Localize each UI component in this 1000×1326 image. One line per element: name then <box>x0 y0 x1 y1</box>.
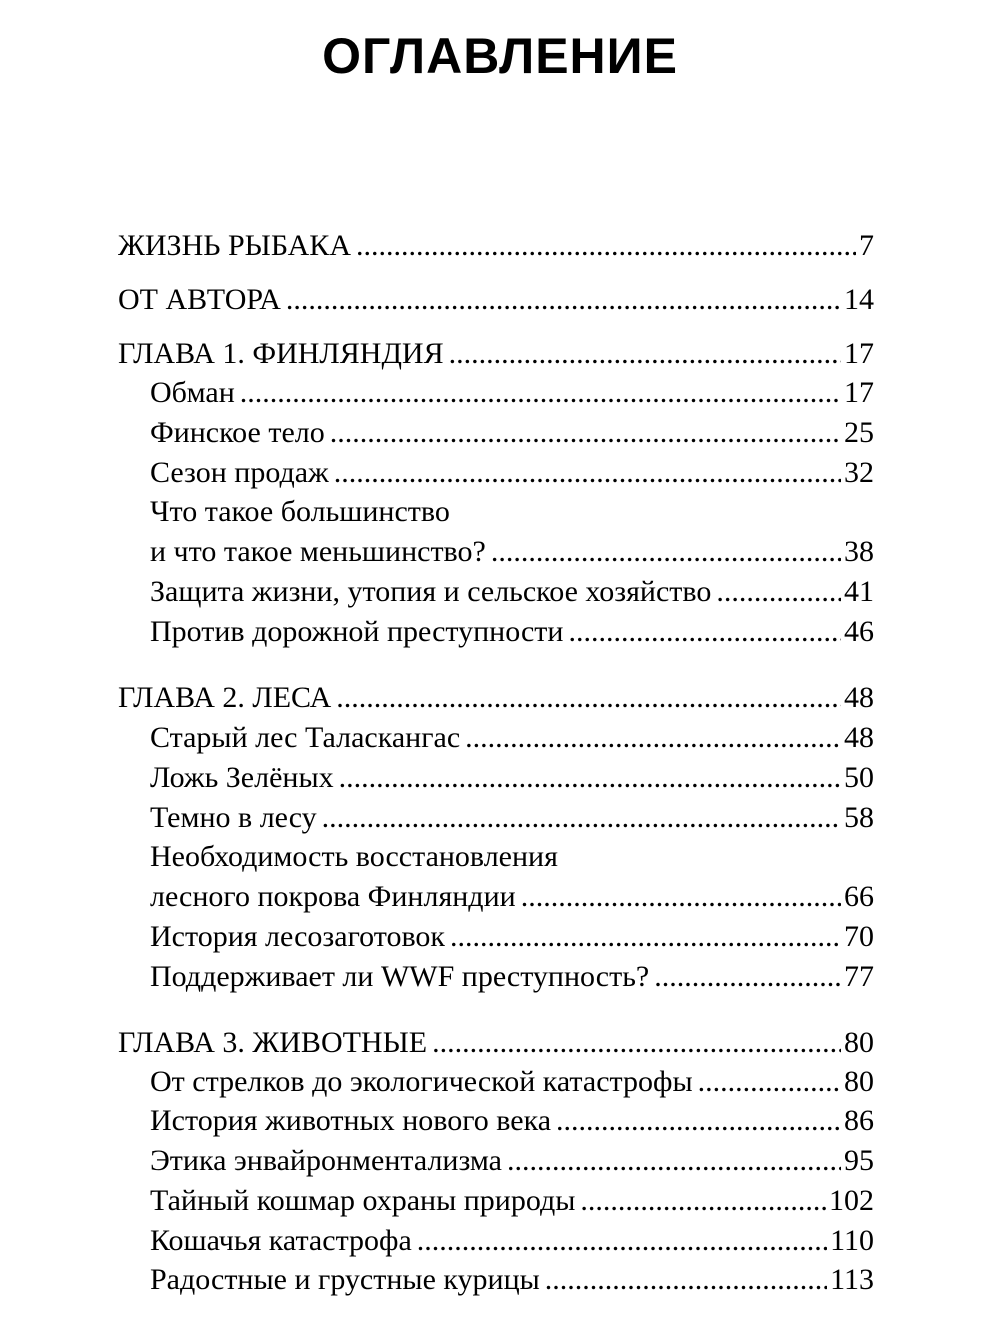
toc-entry-label: Старый лес Таласкангас <box>150 721 461 754</box>
dot-leader <box>507 1143 841 1179</box>
toc-entry-page-number: 48 <box>844 721 874 754</box>
toc-entry-page-number: 77 <box>844 960 874 993</box>
toc-entry-section[interactable] <box>150 574 874 610</box>
dot-leader <box>654 959 841 995</box>
toc-entry-section[interactable] <box>150 919 874 955</box>
toc-entry-label: ГЛАВА 2. ЛЕСА <box>118 681 332 714</box>
dot-leader <box>432 1025 841 1061</box>
dot-leader <box>339 760 841 796</box>
toc-entry-section[interactable] <box>150 1262 874 1298</box>
toc-entry-section[interactable] <box>150 1143 874 1179</box>
toc-entry-page-number: 50 <box>844 761 874 794</box>
dot-leader <box>521 879 841 915</box>
toc-entry-section-first-line[interactable] <box>150 494 874 530</box>
toc-entry-page-number: 17 <box>844 376 874 409</box>
toc-entry-label: Необходимость восстановления <box>150 840 558 873</box>
toc-entry-label: Против дорожной преступности <box>150 615 564 648</box>
dot-leader <box>698 1064 841 1100</box>
toc-entry-page-number: 7 <box>859 229 874 262</box>
toc-entry-label: и что такое меньшинство? <box>150 535 486 568</box>
toc-entry-section[interactable] <box>150 800 874 836</box>
toc-entry-section[interactable] <box>150 534 874 570</box>
page-title: ОГЛАВЛЕНИЕ <box>322 28 678 84</box>
toc-entry-page-number: 41 <box>844 575 874 608</box>
toc-entry-section[interactable] <box>150 415 874 451</box>
toc-entry-label: лесного покрова Финляндии <box>150 880 516 913</box>
toc-entry-section[interactable] <box>150 614 874 650</box>
dot-leader <box>580 1183 826 1219</box>
toc-entry-section[interactable] <box>150 879 874 915</box>
toc-entry-label: ГЛАВА 1. ФИНЛЯНДИЯ <box>118 337 444 370</box>
toc-entry-page-number: 80 <box>844 1065 874 1098</box>
dot-leader <box>336 680 841 716</box>
toc-entry-label: ОТ АВТОРА <box>118 283 281 316</box>
toc-entry-page-number: 38 <box>844 535 874 568</box>
toc-entry-section[interactable] <box>150 1183 874 1219</box>
toc-entry-label: Обман <box>150 376 235 409</box>
toc-entry-label: История лесозаготовок <box>150 920 445 953</box>
toc-entry-page-number: 14 <box>844 283 874 316</box>
toc-entry-page-number: 25 <box>844 416 874 449</box>
toc-entry-section[interactable] <box>150 455 874 491</box>
toc-entry-section-first-line[interactable] <box>150 839 874 875</box>
toc-entry-label: ЖИЗНЬ РЫБАКА <box>118 229 351 262</box>
toc-entry-chapter[interactable] <box>118 680 874 716</box>
toc-entry-section[interactable] <box>150 1103 874 1139</box>
toc-entry-page-number: 58 <box>844 801 874 834</box>
toc-entry-page-number: 113 <box>830 1263 874 1296</box>
toc-entry-page-number: 70 <box>844 920 874 953</box>
dot-leader <box>491 534 841 570</box>
toc-entry-label: Ложь Зелёных <box>150 761 334 794</box>
toc-entry-label: Радостные и грустные курицы <box>150 1263 540 1296</box>
toc-entry-chapter[interactable] <box>118 282 874 318</box>
dot-leader <box>417 1223 827 1259</box>
dot-leader <box>450 919 841 955</box>
dot-leader <box>568 614 841 650</box>
dot-leader <box>330 415 841 451</box>
dot-leader <box>545 1262 827 1298</box>
dot-leader <box>322 800 841 836</box>
toc-entry-label: Кошачья катастрофа <box>150 1224 412 1257</box>
toc-entry-label: Финское тело <box>150 416 325 449</box>
toc-entry-label: История животных нового века <box>150 1104 552 1137</box>
toc-entry-page-number: 110 <box>830 1224 874 1257</box>
toc-entry-section[interactable] <box>150 1223 874 1259</box>
dot-leader <box>556 1103 841 1139</box>
toc-entry-chapter[interactable] <box>118 1025 874 1061</box>
toc-entry-label: Сезон продаж <box>150 456 329 489</box>
toc-entry-page-number: 102 <box>829 1184 874 1217</box>
dot-leader <box>334 455 841 491</box>
toc-entry-section[interactable] <box>150 760 874 796</box>
toc-entry-label: От стрелков до экологической катастрофы <box>150 1065 693 1098</box>
dot-leader <box>449 336 841 372</box>
toc-entry-page-number: 95 <box>844 1144 874 1177</box>
dot-leader <box>286 282 841 318</box>
toc-entry-label: Поддерживает ли WWF преступность? <box>150 960 650 993</box>
toc-entry-label: Темно в лесу <box>150 801 317 834</box>
toc-entry-label: Что такое большинство <box>150 495 450 528</box>
toc-entry-label: Этика энвайронментализма <box>150 1144 502 1177</box>
toc-entry-label: Защита жизни, утопия и сельское хозяйство <box>150 575 712 608</box>
toc-entry-chapter[interactable] <box>118 228 874 264</box>
toc-entry-page-number: 17 <box>844 337 874 370</box>
toc-entry-section[interactable] <box>150 1064 874 1100</box>
dot-leader <box>240 375 841 411</box>
toc-entry-page-number: 32 <box>844 456 874 489</box>
toc-entry-label: ГЛАВА 3. ЖИВОТНЫЕ <box>118 1026 428 1059</box>
dot-leader <box>716 574 841 610</box>
toc-entry-page-number: 86 <box>844 1104 874 1137</box>
toc-entry-page-number: 48 <box>844 681 874 714</box>
dot-leader <box>465 720 841 756</box>
toc-entry-page-number: 80 <box>844 1026 874 1059</box>
toc-entry-section[interactable] <box>150 959 874 995</box>
toc-entry-label: Тайный кошмар охраны природы <box>150 1184 576 1217</box>
dot-leader <box>356 228 856 264</box>
toc-entry-page-number: 46 <box>844 615 874 648</box>
toc-entry-page-number: 66 <box>844 880 874 913</box>
toc-entry-chapter[interactable] <box>118 336 874 372</box>
toc-entry-section[interactable] <box>150 720 874 756</box>
toc-entry-section[interactable] <box>150 375 874 411</box>
